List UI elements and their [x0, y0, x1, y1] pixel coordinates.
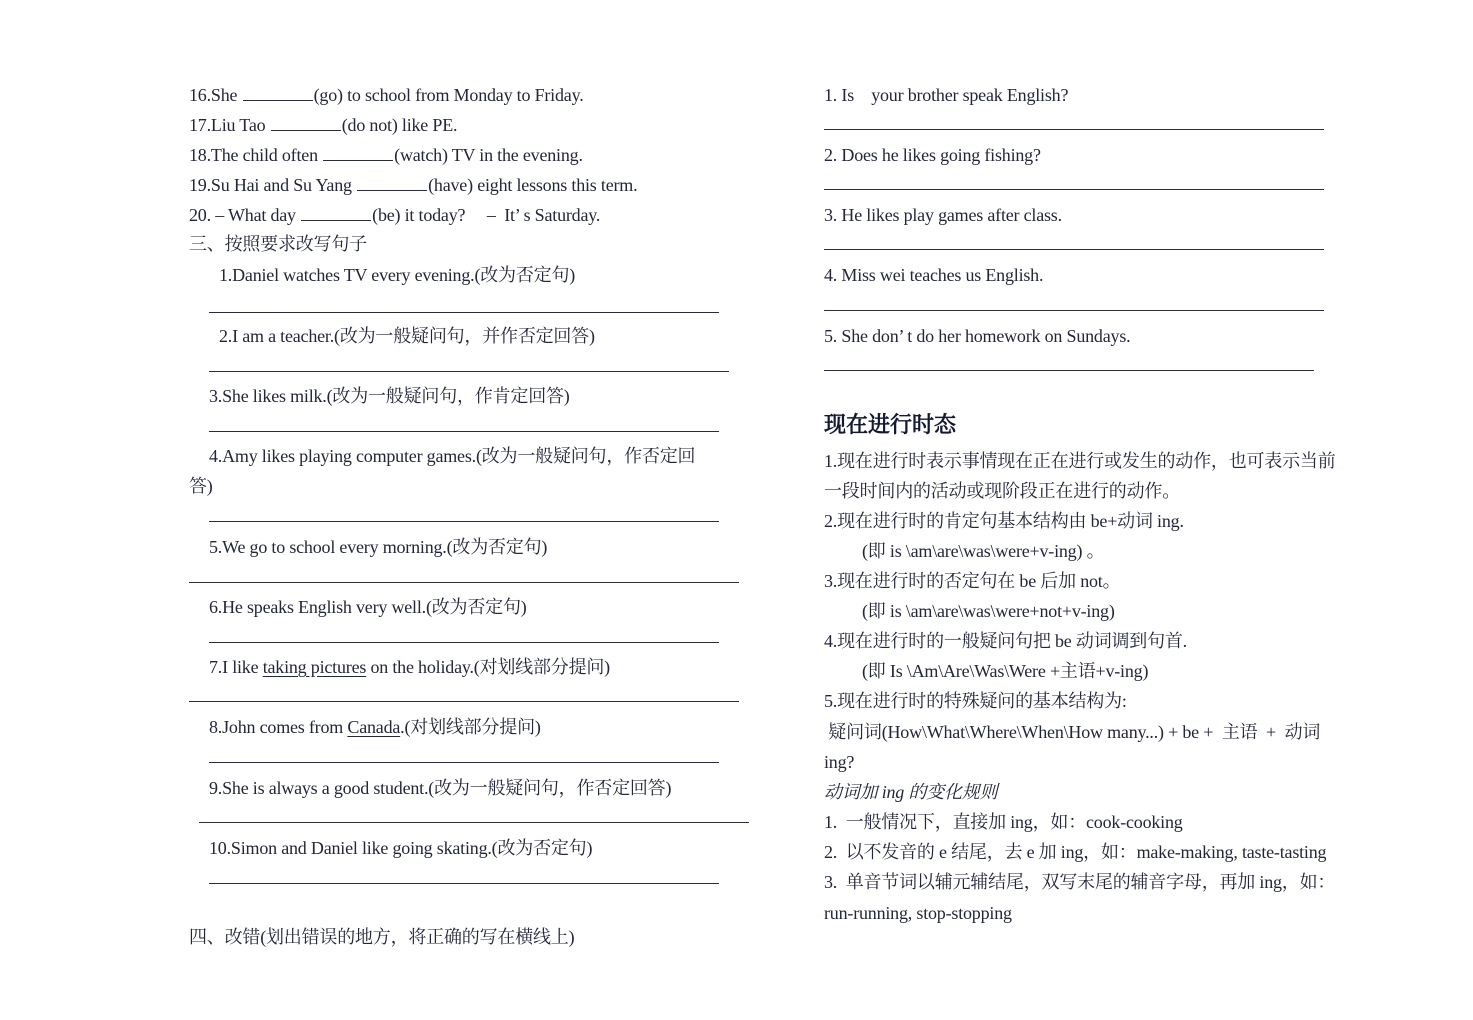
ing-rule-2: 2. 以不发音的 e 结尾，去 e 加 ing，如：make-making, taste-tasting: [824, 842, 1327, 862]
correction-answer-line-1[interactable]: [824, 129, 1324, 130]
item-text: Su Hai and Su Yang: [210, 175, 357, 195]
ing-rule-3: 3. 单音节词以辅元辅结尾，双写末尾的辅音字母，再加 ing，如：: [824, 872, 1336, 892]
answer-line-5[interactable]: [189, 582, 739, 583]
item-hint: (do not) like PE.: [341, 115, 458, 135]
section-3-title: 三、按照要求改写句子: [189, 234, 367, 254]
rewrite-item-9: 9.She is always a good student.(改为一般疑问句，作否定回答): [209, 778, 672, 798]
rewrite-item-4-wrap: 答): [189, 476, 213, 496]
grammar-line-9: 5.现在进行时的特殊疑问的基本结构为:: [824, 691, 1127, 711]
item-number: 20.: [189, 205, 211, 225]
answer-line-3[interactable]: [209, 431, 719, 432]
ing-rule-1: 1. 一般情况下，直接加 ing，如：cook-cooking: [824, 812, 1183, 832]
correction-item-5: 5. She don’ t do her homework on Sundays.: [824, 326, 1131, 346]
item-hint: (have) eight lessons this term.: [428, 175, 638, 195]
answer-blank[interactable]: [323, 146, 393, 161]
correction-item-2: 2. Does he likes going fishing?: [824, 145, 1041, 165]
item-text: .(对划线部分提问): [400, 717, 541, 737]
correction-item-1: 1. Is your brother speak English?: [824, 85, 1069, 105]
grammar-line-10: 疑问词(How\What\Where\When\How many...) + be + 主语 + 动词: [824, 722, 1321, 742]
fill-blank-item-17: [189, 113, 457, 137]
grammar-line-3: 2.现在进行时的肯定句基本结构由 be+动词 ing.: [824, 511, 1184, 531]
grammar-line-11: ing?: [824, 752, 855, 772]
item-number: 19.: [189, 175, 211, 195]
rewrite-item-3: 3.She likes milk.(改为一般疑问句，作肯定回答): [209, 386, 570, 406]
item-hint: (be) it today? – It’ s Saturday.: [372, 205, 601, 225]
correction-item-4: 4. Miss wei teaches us English.: [824, 265, 1044, 285]
answer-line-1[interactable]: [209, 312, 719, 313]
answer-blank[interactable]: [271, 116, 341, 131]
answer-line-7[interactable]: [189, 701, 739, 702]
item-hint: (watch) TV in the evening.: [394, 145, 583, 165]
grammar-line-1: 1.现在进行时表示事情现在正在进行或发生的动作，也可表示当前: [824, 451, 1336, 471]
underlined-phrase: Canada: [347, 717, 401, 737]
ing-rules-title: 动词加 ing 的变化规则: [824, 782, 998, 802]
rewrite-item-4: 4.Amy likes playing computer games.(改为一般疑问句，作否定回: [209, 446, 696, 466]
grammar-line-6: (即 is \am\are\was\were+not+v-ing): [862, 601, 1115, 621]
fill-blank-item-16: [189, 83, 584, 107]
correction-answer-line-4[interactable]: [824, 310, 1324, 311]
rewrite-item-5: 5.We go to school every morning.(改为否定句): [209, 537, 548, 557]
fill-blank-item-18: [189, 143, 583, 167]
correction-answer-line-2[interactable]: [824, 189, 1324, 190]
answer-line-10[interactable]: [209, 883, 719, 884]
section-4-title: 四、改错(划出错误的地方，将正确的写在横线上): [189, 927, 575, 947]
underlined-phrase: taking pictures: [262, 657, 367, 677]
item-text: She: [210, 85, 242, 105]
grammar-line-5: 3.现在进行时的否定句在 be 后加 not。: [824, 571, 1121, 591]
correction-answer-line-5[interactable]: [824, 370, 1314, 371]
fill-blank-item-19: [189, 173, 637, 197]
answer-line-9[interactable]: [199, 822, 749, 823]
item-number: 18.: [189, 145, 211, 165]
item-text: 7.I like: [209, 657, 263, 677]
grammar-line-2: 一段时间内的活动或现阶段正在进行的动作。: [824, 481, 1180, 501]
rewrite-item-8: [209, 715, 541, 739]
item-text: The child often: [210, 145, 323, 165]
grammar-line-8: (即 Is \Am\Are\Was\Were +主语+v-ing): [862, 661, 1149, 681]
correction-answer-line-3[interactable]: [824, 249, 1324, 250]
item-hint: (go) to school from Monday to Friday.: [313, 85, 584, 105]
grammar-heading: 现在进行时态: [824, 413, 957, 438]
fill-blank-item-20: [189, 203, 600, 227]
rewrite-item-1: 1.Daniel watches TV every evening.(改为否定句): [219, 265, 576, 285]
rewrite-item-7: [209, 655, 610, 679]
answer-line-4[interactable]: [209, 521, 719, 522]
answer-blank[interactable]: [357, 176, 427, 191]
rewrite-item-10: 10.Simon and Daniel like going skating.(改为否定句): [209, 838, 593, 858]
answer-line-8[interactable]: [209, 762, 719, 763]
item-text: – What day: [210, 205, 301, 225]
item-number: 16.: [189, 85, 211, 105]
rewrite-item-6: 6.He speaks English very well.(改为否定句): [209, 597, 527, 617]
grammar-line-7: 4.现在进行时的一般疑问句把 be 动词调到句首.: [824, 631, 1187, 651]
item-number: 17.: [189, 115, 211, 135]
answer-blank[interactable]: [243, 86, 313, 101]
item-text: Liu Tao: [210, 115, 270, 135]
grammar-line-4: (即 is \am\are\was\were+v-ing) 。: [862, 541, 1105, 561]
item-text: 8.John comes from: [209, 717, 348, 737]
ing-rule-3-examples: run-running, stop-stopping: [824, 903, 1012, 923]
item-text: on the holiday.(对划线部分提问): [366, 657, 610, 677]
answer-blank[interactable]: [301, 206, 371, 221]
correction-item-3: 3. He likes play games after class.: [824, 205, 1062, 225]
answer-line-2[interactable]: [209, 371, 729, 372]
answer-line-6[interactable]: [209, 642, 719, 643]
rewrite-item-2: 2.I am a teacher.(改为一般疑问句，并作否定回答): [219, 326, 595, 346]
